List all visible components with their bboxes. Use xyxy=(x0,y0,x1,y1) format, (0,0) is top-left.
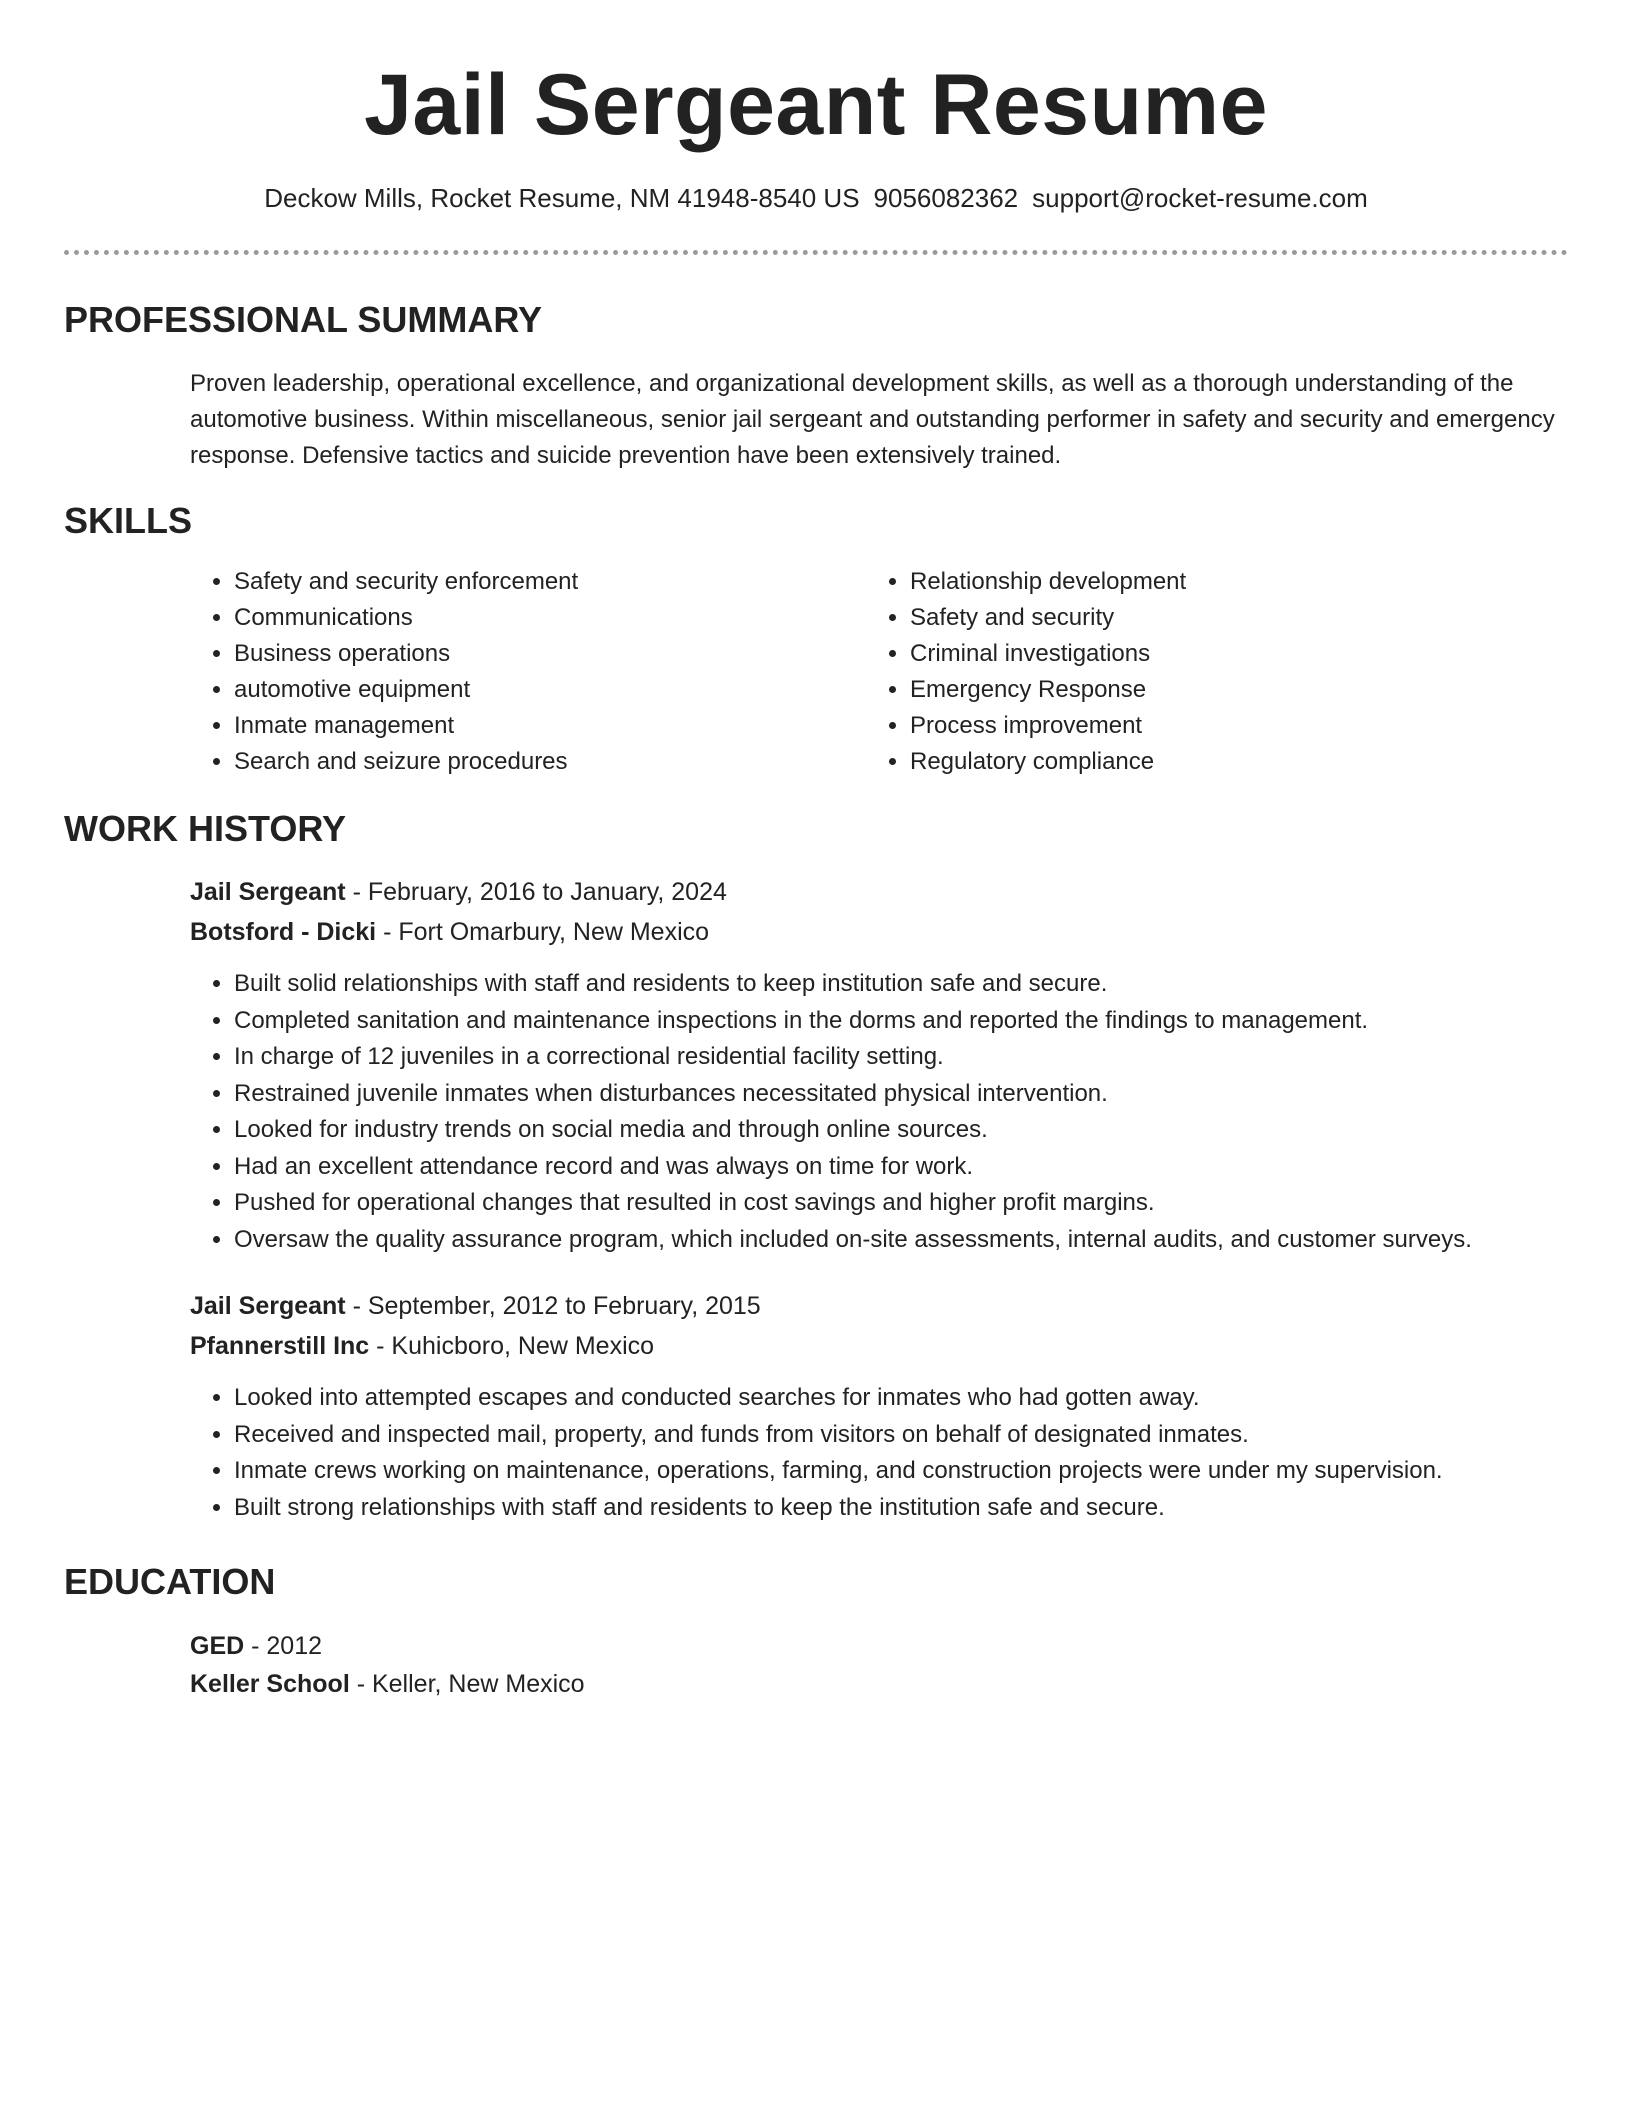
header-divider xyxy=(64,250,1568,255)
skill-item: • Inmate management xyxy=(234,708,794,744)
contact-info xyxy=(0,178,1632,218)
summary-heading: PROFESSIONAL SUMMARY xyxy=(64,299,543,340)
skill-item: • automotive equipment xyxy=(234,672,794,708)
duty-item: • Completed sanitation and maintenance inspections in the dorms and reported the findings to management. xyxy=(234,1003,1632,1040)
job-location: - Kuhicboro, New Mexico xyxy=(369,1332,655,1360)
job-title-line xyxy=(190,872,727,912)
duty-item: • Inmate crews working on maintenance, operations, farming, and construction projects were under my supervision. xyxy=(234,1453,1632,1490)
email: support@rocket-resume.com xyxy=(1032,183,1368,213)
job-location: - Fort Omarbury, New Mexico xyxy=(376,918,710,946)
job-dates: - September, 2012 to February, 2015 xyxy=(345,1292,761,1320)
duty-item: • Looked into attempted escapes and conducted searches for inmates who had gotten away. xyxy=(234,1380,1632,1417)
job-title-line xyxy=(190,1286,761,1326)
skill-item: • Communications xyxy=(234,600,794,636)
skill-item: • Emergency Response xyxy=(910,672,1470,708)
address: Deckow Mills, Rocket Resume, NM 41948-8540 US xyxy=(264,183,860,213)
phone: 9056082362 xyxy=(873,183,1019,213)
duty-item: • Restrained juvenile inmates when disturbances necessitated physical intervention. xyxy=(234,1076,1632,1113)
duty-item: • In charge of 12 juveniles in a correctional residential facility setting. xyxy=(234,1039,1632,1076)
duty-item: • Built solid relationships with staff and residents to keep institution safe and secure. xyxy=(234,966,1632,1003)
skill-item: • Regulatory compliance xyxy=(910,744,1470,780)
skill-item: • Safety and security enforcement xyxy=(234,564,794,600)
skill-item: • Relationship development xyxy=(910,564,1470,600)
skills-heading: SKILLS xyxy=(64,500,193,541)
job-title: Jail Sergeant xyxy=(190,1292,346,1320)
duty-item: • Had an excellent attendance record and was always on time for work. xyxy=(234,1149,1632,1186)
duty-item: • Looked for industry trends on social media and through online sources. xyxy=(234,1112,1632,1149)
skills-list-left xyxy=(190,564,794,780)
duty-item: • Pushed for operational changes that resulted in cost savings and higher profit margins. xyxy=(234,1185,1632,1222)
education-degree: GED xyxy=(190,1632,245,1660)
education-degree-line xyxy=(190,1626,322,1666)
education-heading: EDUCATION xyxy=(64,1561,276,1602)
skill-item: • Safety and security xyxy=(910,600,1470,636)
job-company: Botsford - Dicki xyxy=(190,918,377,946)
education-year: - 2012 xyxy=(244,1632,323,1660)
education-location: - Keller, New Mexico xyxy=(349,1670,585,1698)
summary-text: Proven leadership, operational excellence, and organizational development skills, as well as a thorough understanding of the automotive business. Within miscellaneous, senior jail sergeant and outstanding performer in safety and security and emergency response. Defensive tactics and suicide prevention have been extensively trained. xyxy=(190,370,1555,469)
duty-item: • Received and inspected mail, property, and funds from visitors on behalf of designated inmates. xyxy=(234,1417,1632,1454)
work-history-heading: WORK HISTORY xyxy=(64,808,347,849)
duty-item: • Oversaw the quality assurance program, which included on-site assessments, internal audits, and customer surveys. xyxy=(234,1222,1632,1259)
job-company-line xyxy=(190,912,709,952)
job-duties-list xyxy=(190,1380,1632,1526)
job-duties-list xyxy=(190,966,1632,1258)
resume-title: Jail Sergeant Resume xyxy=(364,57,1268,153)
skills-list-right xyxy=(866,564,1470,780)
skill-item: • Search and seizure procedures xyxy=(234,744,794,780)
job-title: Jail Sergeant xyxy=(190,878,346,906)
job-company-line xyxy=(190,1326,654,1366)
skill-item: • Business operations xyxy=(234,636,794,672)
skill-item: • Criminal investigations xyxy=(910,636,1470,672)
job-company: Pfannerstill Inc xyxy=(190,1332,370,1360)
skill-item: • Process improvement xyxy=(910,708,1470,744)
job-dates: - February, 2016 to January, 2024 xyxy=(345,878,727,906)
education-school-line xyxy=(190,1664,585,1704)
duty-item: • Built strong relationships with staff and residents to keep the institution safe and secure. xyxy=(234,1490,1632,1527)
education-school: Keller School xyxy=(190,1670,350,1698)
